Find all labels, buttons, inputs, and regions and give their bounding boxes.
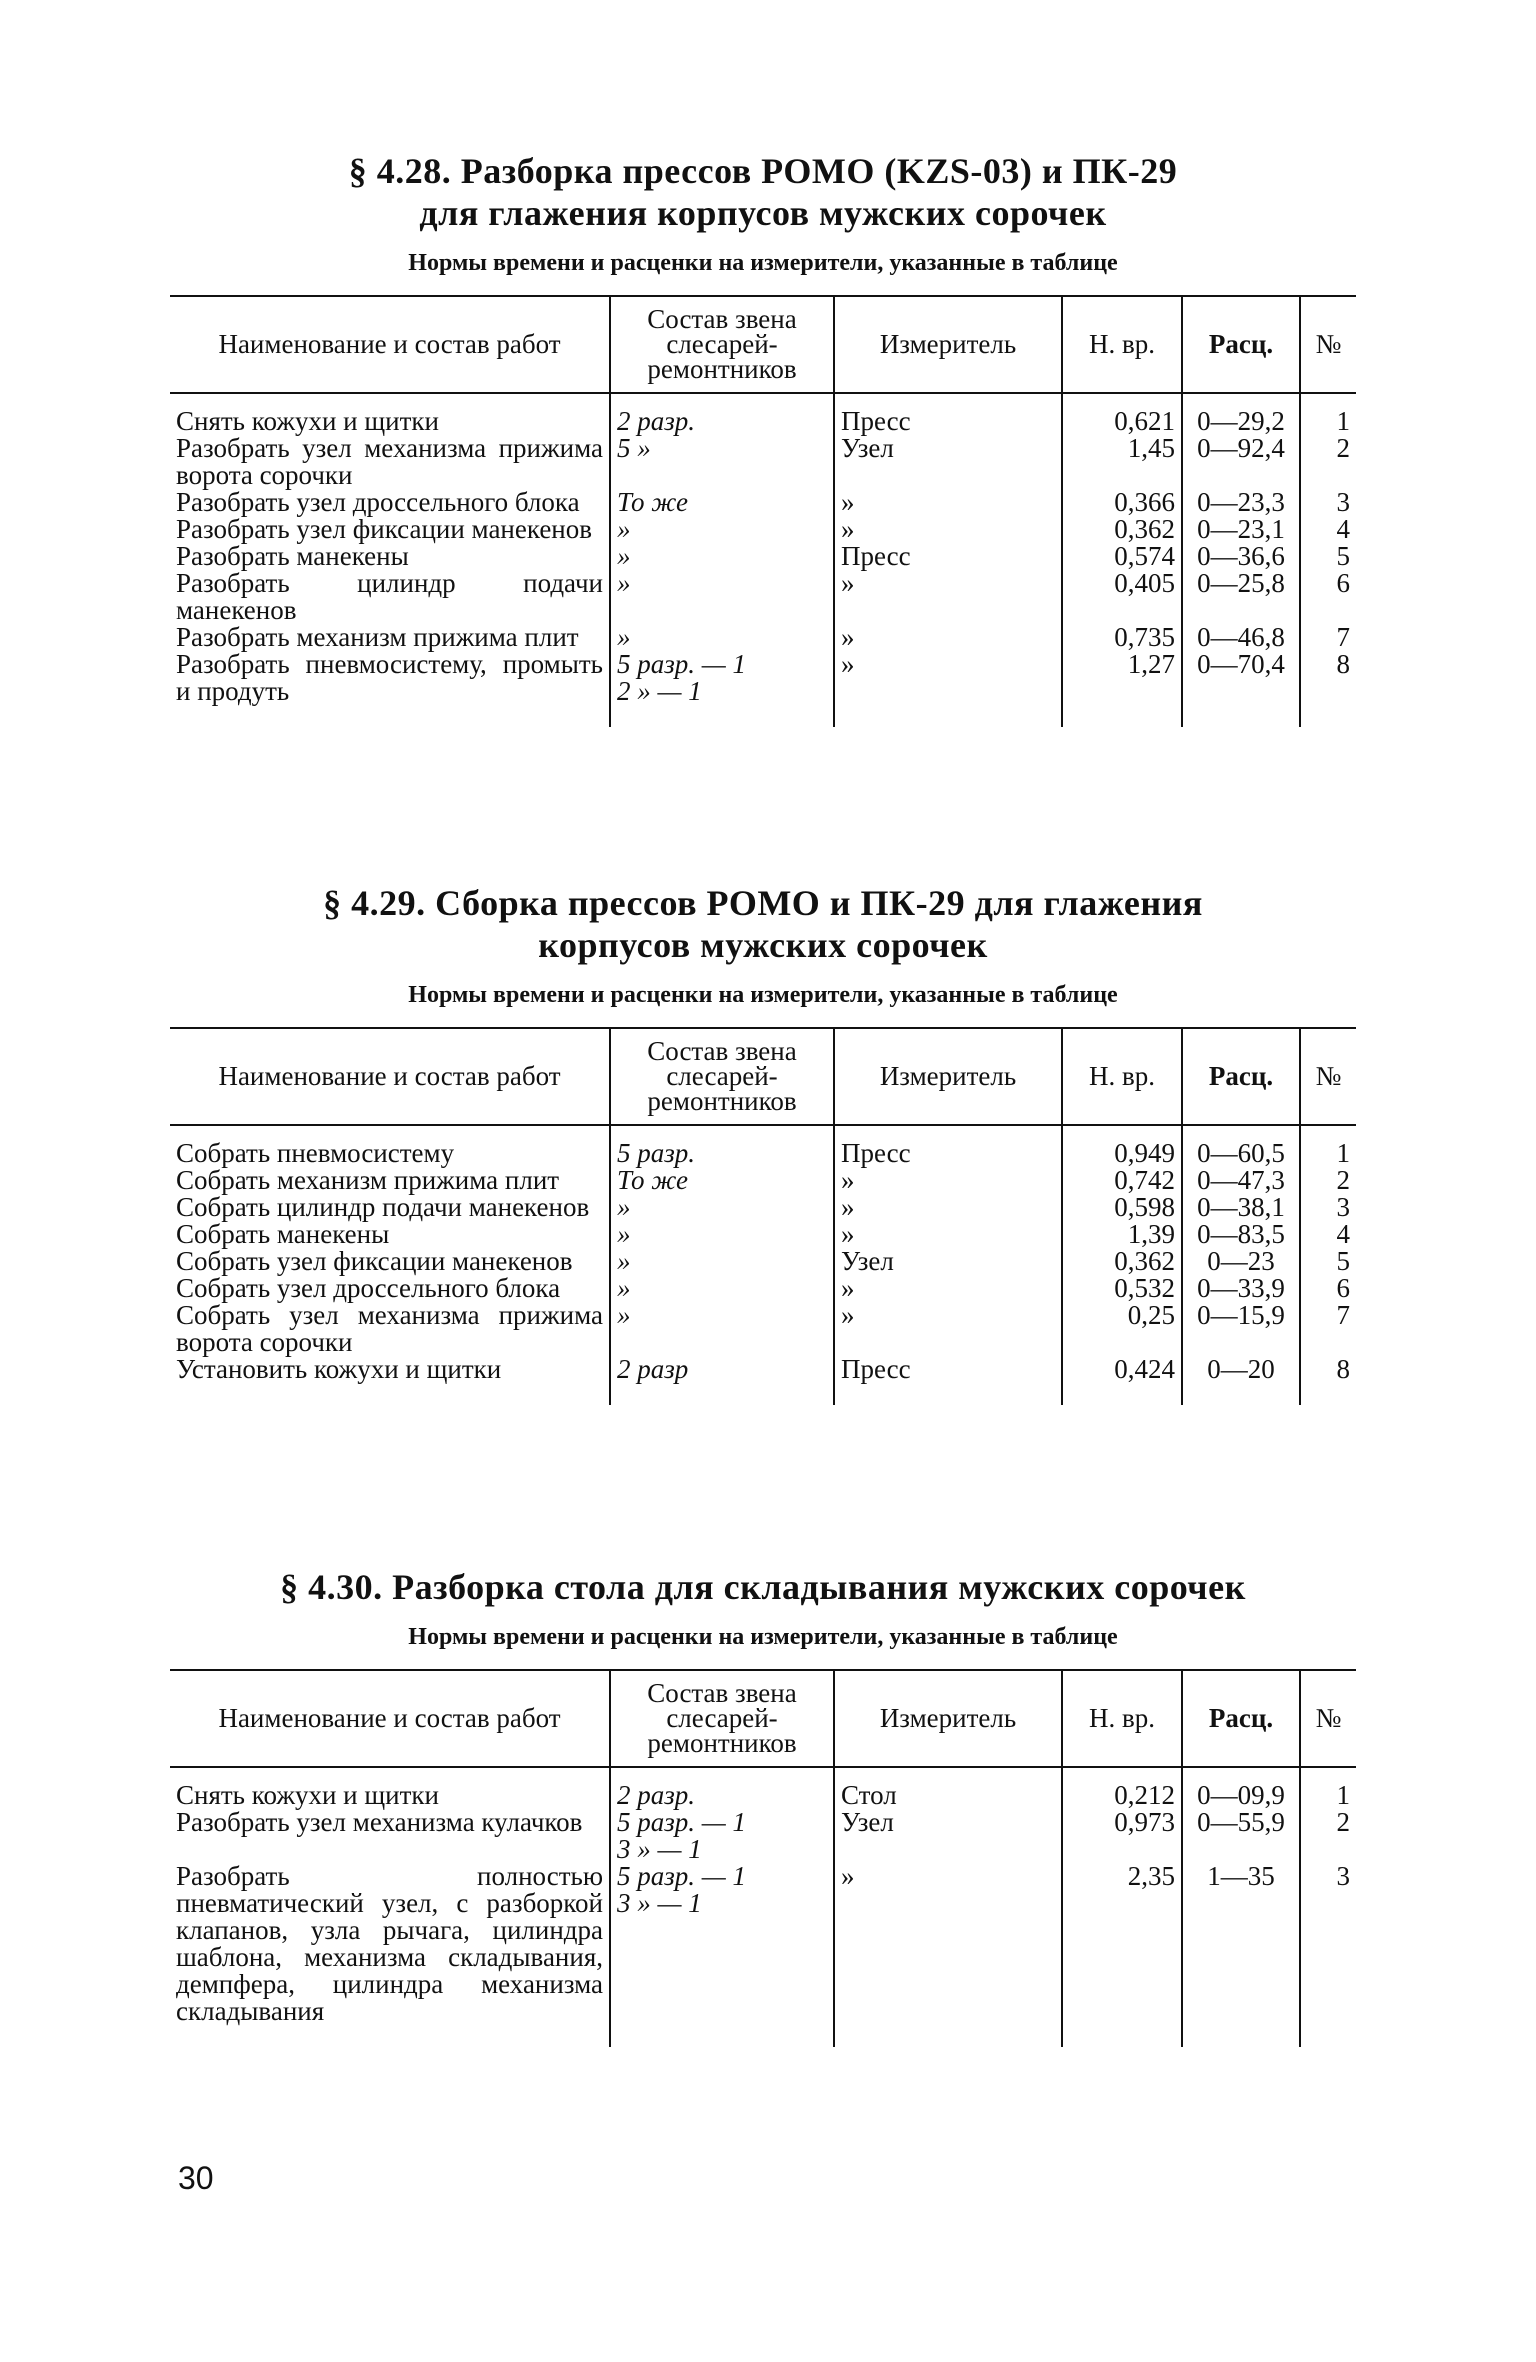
- table-row: [170, 489, 1356, 516]
- row-team: »: [610, 543, 834, 570]
- row-team: 5 разр. — 1 3 » — 1: [610, 1863, 834, 2047]
- row-name: Собрать манекены: [176, 1219, 390, 1249]
- header-num: №: [1300, 296, 1356, 393]
- header-name: Наименование и состав работ: [170, 1670, 610, 1767]
- row-time: 0,25: [1062, 1302, 1182, 1356]
- row-name: Разобрать цилиндр подачи манекенов: [176, 568, 603, 625]
- table-row: [170, 543, 1356, 570]
- row-num: 2: [1300, 435, 1356, 489]
- row-unit: »: [834, 651, 1062, 727]
- row-rate: 0—23,3: [1182, 489, 1300, 516]
- row-rate: 0—55,9: [1182, 1809, 1300, 1863]
- table-row: [170, 624, 1356, 651]
- header-name: Наименование и состав работ: [170, 296, 610, 393]
- row-time: 0,424: [1062, 1356, 1182, 1405]
- row-num: 5: [1300, 543, 1356, 570]
- row-rate: 0—23,1: [1182, 516, 1300, 543]
- row-team: »: [610, 1275, 834, 1302]
- row-rate: 0—83,5: [1182, 1221, 1300, 1248]
- header-team: Состав звена слесарей-ремонтников: [610, 1028, 834, 1125]
- header-team: Состав звена слесарей-ремонтников: [610, 296, 834, 393]
- row-name: Собрать узел фиксации манекенов: [176, 1246, 573, 1276]
- row-name: Разобрать узел механизма прижима ворота сорочки: [176, 433, 603, 490]
- header-rate: Расц.: [1182, 1670, 1300, 1767]
- table-row: [170, 570, 1356, 624]
- row-rate: 0—46,8: [1182, 624, 1300, 651]
- table-body: [170, 393, 1356, 727]
- header-time: Н. вр.: [1062, 1028, 1182, 1125]
- header-unit: Измеритель: [834, 296, 1062, 393]
- header-rate: Расц.: [1182, 1028, 1300, 1125]
- section-subtitle: Нормы времени и расценки на измерители, указанные в таблице: [408, 250, 1118, 276]
- row-team: То же: [610, 1167, 834, 1194]
- row-team: То же: [610, 489, 834, 516]
- row-team: 5 разр. — 1 3 » — 1: [610, 1809, 834, 1863]
- section-4-30: [170, 1566, 1356, 2047]
- row-time: 0,574: [1062, 543, 1182, 570]
- row-num: 5: [1300, 1248, 1356, 1275]
- row-num: 8: [1300, 651, 1356, 727]
- row-rate: 1—35: [1182, 1863, 1300, 2047]
- row-rate: 0—25,8: [1182, 570, 1300, 624]
- row-num: 3: [1300, 1194, 1356, 1221]
- row-num: 6: [1300, 1275, 1356, 1302]
- table-header: [170, 296, 1356, 393]
- row-num: 7: [1300, 624, 1356, 651]
- header-num: №: [1300, 1028, 1356, 1125]
- header-team: Состав звена слесарей-ремонтников: [610, 1670, 834, 1767]
- norms-table: [170, 1669, 1356, 2047]
- row-num: 1: [1300, 1125, 1356, 1167]
- section-title: [170, 150, 1356, 234]
- header-name: Наименование и состав работ: [170, 1028, 610, 1125]
- row-name: Собрать механизм прижима плит: [176, 1165, 560, 1195]
- row-team: »: [610, 1221, 834, 1248]
- row-num: 7: [1300, 1302, 1356, 1356]
- row-time: 0,405: [1062, 570, 1182, 624]
- row-time: 0,949: [1062, 1125, 1182, 1167]
- row-unit: Узел: [834, 1809, 1062, 1863]
- row-rate: 0—29,2: [1182, 393, 1300, 435]
- section-title-line1: § 4.29. Сборка прессов РОМО и ПК-29 для глажения: [323, 883, 1203, 923]
- row-time: 0,366: [1062, 489, 1182, 516]
- row-rate: 0—36,6: [1182, 543, 1300, 570]
- row-time: 0,621: [1062, 393, 1182, 435]
- row-time: 0,362: [1062, 516, 1182, 543]
- row-team: 5 разр. — 1 2 » — 1: [610, 651, 834, 727]
- row-rate: 0—38,1: [1182, 1194, 1300, 1221]
- table-row: [170, 1221, 1356, 1248]
- row-name: Снять кожухи и щитки: [176, 406, 439, 436]
- section-title-line2: для глажения корпусов мужских сорочек: [419, 193, 1107, 233]
- row-unit: »: [834, 1863, 1062, 2047]
- row-rate: 0—09,9: [1182, 1767, 1300, 1809]
- row-name: Разобрать механизм прижима плит: [176, 622, 579, 652]
- table-row: [170, 435, 1356, 489]
- row-rate: 0—23: [1182, 1248, 1300, 1275]
- row-time: 2,35: [1062, 1863, 1182, 2047]
- row-unit: Узел: [834, 1248, 1062, 1275]
- row-team: 5 »: [610, 435, 834, 489]
- section-title-line1: § 4.30. Разборка стола для складывания мужских сорочек: [280, 1567, 1246, 1607]
- row-name: Разобрать узел механизма кулачков: [176, 1807, 583, 1837]
- row-name: Установить кожухи и щитки: [176, 1354, 502, 1384]
- row-unit: »: [834, 624, 1062, 651]
- row-time: 0,742: [1062, 1167, 1182, 1194]
- section-title: [170, 1566, 1356, 1608]
- row-num: 1: [1300, 1767, 1356, 1809]
- row-rate: 0—15,9: [1182, 1302, 1300, 1356]
- section-title-line2: корпусов мужских сорочек: [538, 925, 988, 965]
- section-subtitle: Нормы времени и расценки на измерители, указанные в таблице: [408, 1624, 1118, 1650]
- row-team: »: [610, 516, 834, 543]
- row-name: Снять кожухи и щитки: [176, 1780, 439, 1810]
- row-num: 1: [1300, 393, 1356, 435]
- row-name: Собрать цилиндр подачи манекенов: [176, 1192, 590, 1222]
- row-team: 2 разр.: [610, 1767, 834, 1809]
- row-name: Собрать узел механизма прижима ворота сорочки: [176, 1300, 603, 1357]
- row-num: 3: [1300, 489, 1356, 516]
- row-num: 2: [1300, 1167, 1356, 1194]
- row-time: 0,532: [1062, 1275, 1182, 1302]
- row-num: 2: [1300, 1809, 1356, 1863]
- row-time: 0,362: [1062, 1248, 1182, 1275]
- row-name: Разобрать узел дроссельного блока: [176, 487, 580, 517]
- row-time: 0,598: [1062, 1194, 1182, 1221]
- row-time: 0,735: [1062, 624, 1182, 651]
- row-unit: »: [834, 516, 1062, 543]
- norms-table: [170, 295, 1356, 727]
- table-row: [170, 393, 1356, 435]
- header-unit: Измеритель: [834, 1028, 1062, 1125]
- table-body: [170, 1767, 1356, 2047]
- row-time: 1,45: [1062, 435, 1182, 489]
- row-unit: Пресс: [834, 543, 1062, 570]
- row-unit: »: [834, 1221, 1062, 1248]
- header-rate: Расц.: [1182, 296, 1300, 393]
- row-unit: »: [834, 489, 1062, 516]
- row-unit: Стол: [834, 1767, 1062, 1809]
- header-unit: Измеритель: [834, 1670, 1062, 1767]
- table-row: [170, 1125, 1356, 1167]
- table-row: [170, 1809, 1356, 1863]
- row-unit: »: [834, 570, 1062, 624]
- row-time: 1,27: [1062, 651, 1182, 727]
- row-num: 4: [1300, 1221, 1356, 1248]
- row-rate: 0—70,4: [1182, 651, 1300, 727]
- header-time: Н. вр.: [1062, 1670, 1182, 1767]
- table-row: [170, 651, 1356, 727]
- row-unit: Пресс: [834, 1356, 1062, 1405]
- table-row: [170, 1167, 1356, 1194]
- row-rate: 0—33,9: [1182, 1275, 1300, 1302]
- section-4-28: [170, 150, 1356, 727]
- row-team: 5 разр.: [610, 1125, 834, 1167]
- row-unit: »: [834, 1167, 1062, 1194]
- row-team: »: [610, 1302, 834, 1356]
- row-team: »: [610, 624, 834, 651]
- row-name: Разобрать манекены: [176, 541, 409, 571]
- table-row: [170, 1275, 1356, 1302]
- row-name: Разобрать пневмосистему, промыть и продуть: [176, 649, 603, 706]
- row-unit: Узел: [834, 435, 1062, 489]
- table-row: [170, 1356, 1356, 1405]
- row-unit: »: [834, 1194, 1062, 1221]
- row-team: »: [610, 1194, 834, 1221]
- table-row: [170, 516, 1356, 543]
- row-name: Разобрать полностью пневматический узел, с разборкой клапанов, узла рычага, цилиндра шаблона, механизма складывания, демпфера, цилиндра механизма складывания: [176, 1861, 603, 2026]
- table-row: [170, 1194, 1356, 1221]
- table-body: [170, 1125, 1356, 1405]
- row-rate: 0—20: [1182, 1356, 1300, 1405]
- row-team: 2 разр: [610, 1356, 834, 1405]
- row-time: 1,39: [1062, 1221, 1182, 1248]
- table-row: [170, 1248, 1356, 1275]
- section-4-29: [170, 882, 1356, 1405]
- row-num: 6: [1300, 570, 1356, 624]
- row-num: 3: [1300, 1863, 1356, 2047]
- row-num: 8: [1300, 1356, 1356, 1405]
- norms-table: [170, 1027, 1356, 1405]
- section-title-line1: § 4.28. Разборка прессов РОМО (KZS-03) и ПК-29: [348, 151, 1178, 191]
- row-name: Разобрать узел фиксации манекенов: [176, 514, 592, 544]
- row-rate: 0—47,3: [1182, 1167, 1300, 1194]
- page-number: 30: [178, 2160, 214, 2196]
- row-team: 2 разр.: [610, 393, 834, 435]
- table-row: [170, 1863, 1356, 2047]
- row-time: 0,973: [1062, 1809, 1182, 1863]
- table-header: [170, 1670, 1356, 1767]
- row-num: 4: [1300, 516, 1356, 543]
- row-unit: »: [834, 1302, 1062, 1356]
- table-row: [170, 1767, 1356, 1809]
- row-time: 0,212: [1062, 1767, 1182, 1809]
- row-name: Собрать пневмосистему: [176, 1138, 455, 1168]
- section-subtitle: Нормы времени и расценки на измерители, указанные в таблице: [408, 982, 1118, 1008]
- row-team: »: [610, 570, 834, 624]
- row-unit: »: [834, 1275, 1062, 1302]
- header-num: №: [1300, 1670, 1356, 1767]
- row-unit: Пресс: [834, 1125, 1062, 1167]
- header-time: Н. вр.: [1062, 296, 1182, 393]
- table-row: [170, 1302, 1356, 1356]
- row-rate: 0—92,4: [1182, 435, 1300, 489]
- row-unit: Пресс: [834, 393, 1062, 435]
- row-name: Собрать узел дроссельного блока: [176, 1273, 561, 1303]
- section-title: [170, 882, 1356, 966]
- row-team: »: [610, 1248, 834, 1275]
- table-header: [170, 1028, 1356, 1125]
- row-rate: 0—60,5: [1182, 1125, 1300, 1167]
